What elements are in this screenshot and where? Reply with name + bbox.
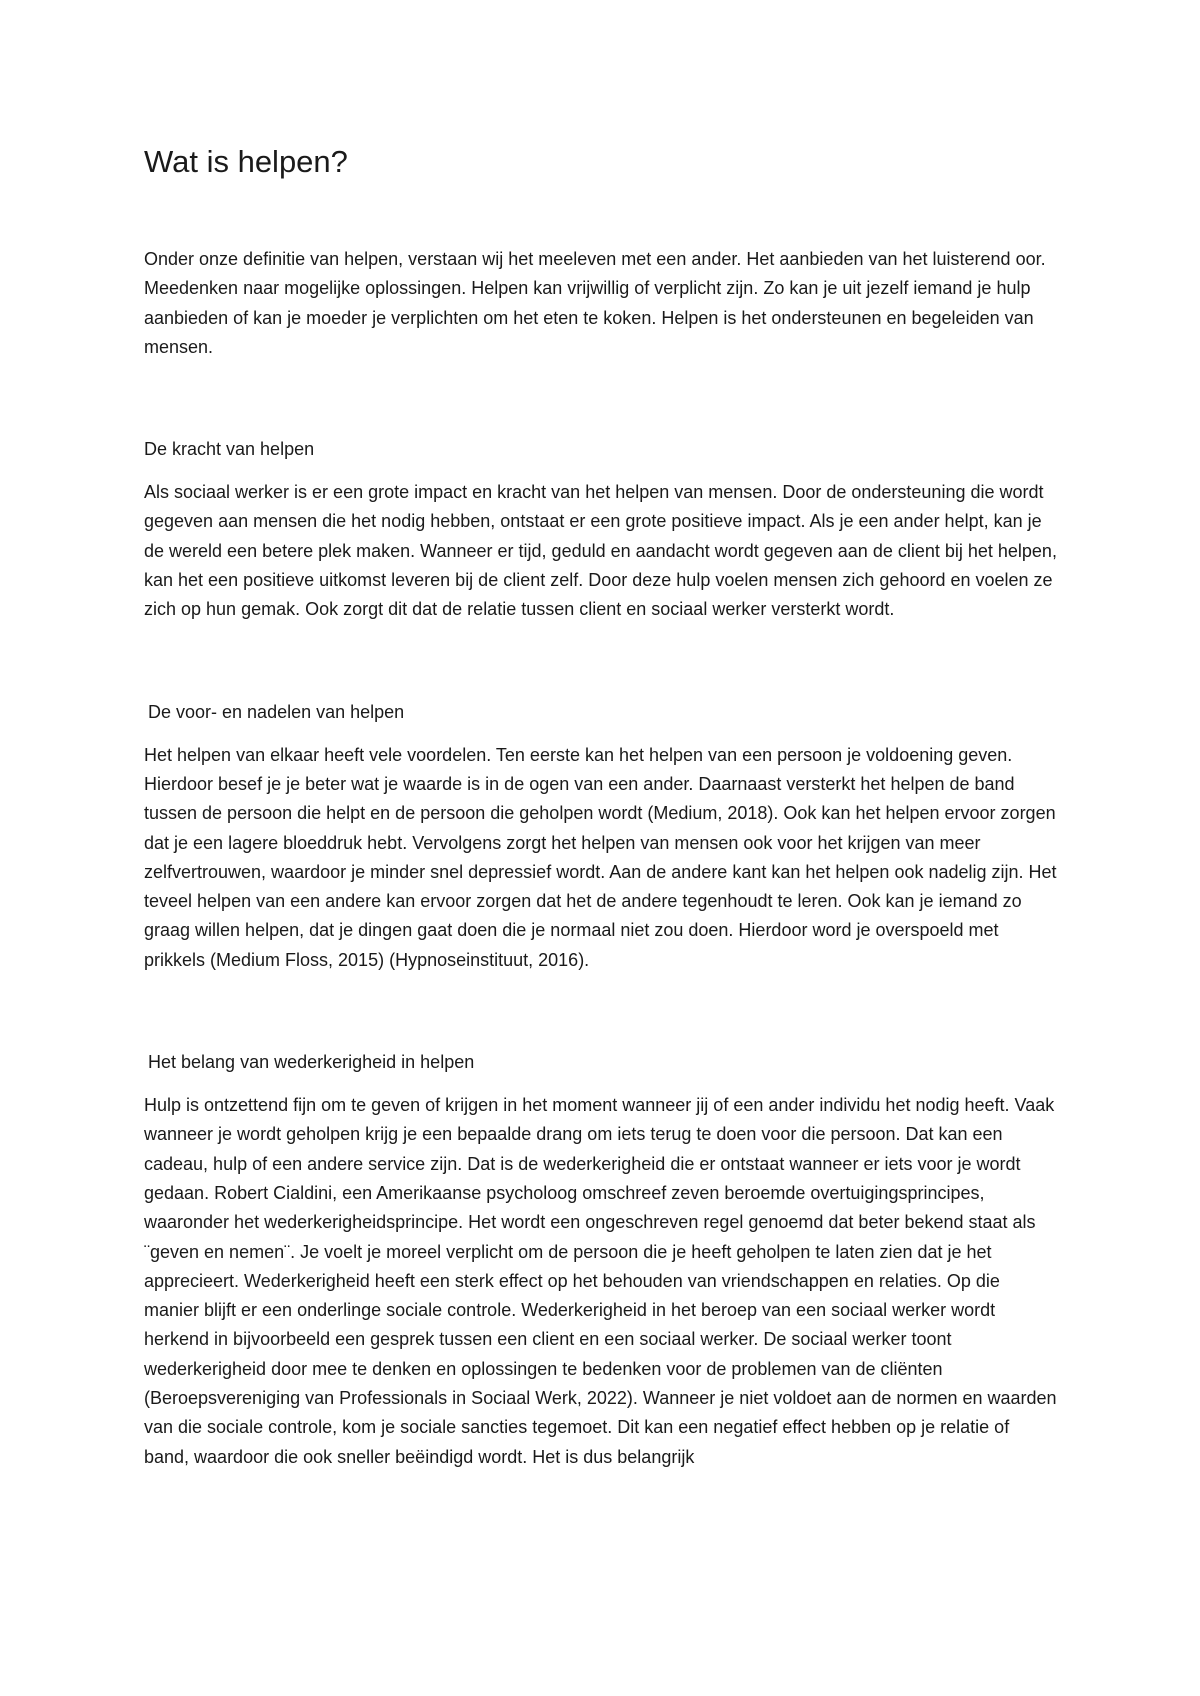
intro-paragraph: Onder onze definitie van helpen, verstaan wij het meeleven met een ander. Het aanbieden van het luisterend oor. Meedenken naar mogelijke oplossingen. Helpen kan vrijwillig of verplicht zijn. Zo kan je uit jezelf iemand je hulp aanbieden of kan je moeder je verplichten om het eten te koken. Helpen is het ondersteunen en begeleiden van mensen. (144, 249, 1046, 357)
section-body-voor-nadelen: Het helpen van elkaar heeft vele voordelen. Ten eerste kan het helpen van een persoon je voldoening geven. Hierdoor besef je je beter wat je waarde is in de ogen van een ander. Daarnaast versterkt het helpen de band tussen de persoon die helpt en de persoon die geholpen wordt (Medium, 2018). Ook kan het helpen ervoor zorgen dat je een lagere bloeddruk hebt. Vervolgens zorgt het helpen van mensen ook voor het krijgen van meer zelfvertrouwen, waardoor je minder snel depressief wordt. Aan de andere kant kan het helpen ook nadelig zijn. Het teveel helpen van een andere kan ervoor zorgen dat het de andere tegenhoudt te leren. Ook kan je iemand zo graag willen helpen, dat je dingen gaat doen die je normaal niet zou doen. Hierdoor word je overspoeld met prikkels (Medium Floss, 2015) (Hypnoseinstituut, 2016). (144, 744, 1057, 970)
section-voor-nadelen (144, 698, 1059, 975)
section-body-kracht: Als sociaal werker is er een grote impact en kracht van het helpen van mensen. Door de ondersteuning die wordt gegeven aan mensen die het nodig hebben, ontstaat er een grote positieve impact. Als je een ander helpt, kan je de wereld een betere plek maken. Wanneer er tijd, geduld en aandacht wordt gegeven aan de client bij het helpen, kan het een positieve uitkomst leveren bij de client zelf. Door deze hulp voelen mensen zich gehoord en voelen ze zich op hun gemak. Ook zorgt dit dat de relatie tussen client en sociaal werker versterkt wordt. (144, 482, 1057, 620)
section-wederkerigheid (144, 1048, 1059, 1472)
document-content (144, 142, 1059, 1472)
section-heading-voor-nadelen: De voor- en nadelen van helpen (148, 701, 405, 722)
section-kracht (144, 435, 1059, 624)
section-heading-wederkerigheid: Het belang van wederkerigheid in helpen (148, 1052, 475, 1073)
section-body-wederkerigheid: Hulp is ontzettend fijn om te geven of krijgen in het moment wanneer jij of een ander individu het nodig heeft. Vaak wanneer je wordt geholpen krijg je een bepaalde drang om iets terug te doen voor die persoon. Dat kan een cadeau, hulp of een andere service zijn. Dat is de wederkerigheid die er ontstaat wanneer er iets voor je wordt gedaan. Robert Cialdini, een Amerikaanse psycholoog omschreef zeven beroemde overtuigingsprincipes, waaronder het wederkerigheidsprincipe. Het wordt een ongeschreven regel genoemd dat beter bekend staat als ¨geven en nemen¨. Je voelt je moreel verplicht om de persoon die je heeft geholpen te laten zien dat je het apprecieert. Wederkerigheid heeft een sterk effect op het behouden van vriendschappen en relaties. Op die manier blijft er een onderlinge sociale controle. Wederkerigheid in het beroep van een sociaal werker wordt herkend in bijvoorbeeld een gesprek tussen een client en een sociaal werker. De sociaal werker toont wederkerigheid door mee te denken en oplossingen te bedenken voor de problemen van de cliënten (Beroepsvereniging van Professionals in Sociaal Werk, 2022). Wanneer je niet voldoet aan de normen en waarden van die sociale controle, kom je sociale sancties tegemoet. Dit kan een negatief effect hebben op je relatie of band, waardoor die ook sneller beëindigd wordt. Het is dus belangrijk (144, 1095, 1057, 1467)
page-title: Wat is helpen? (144, 144, 348, 179)
section-heading-kracht: De kracht van helpen (144, 439, 315, 460)
